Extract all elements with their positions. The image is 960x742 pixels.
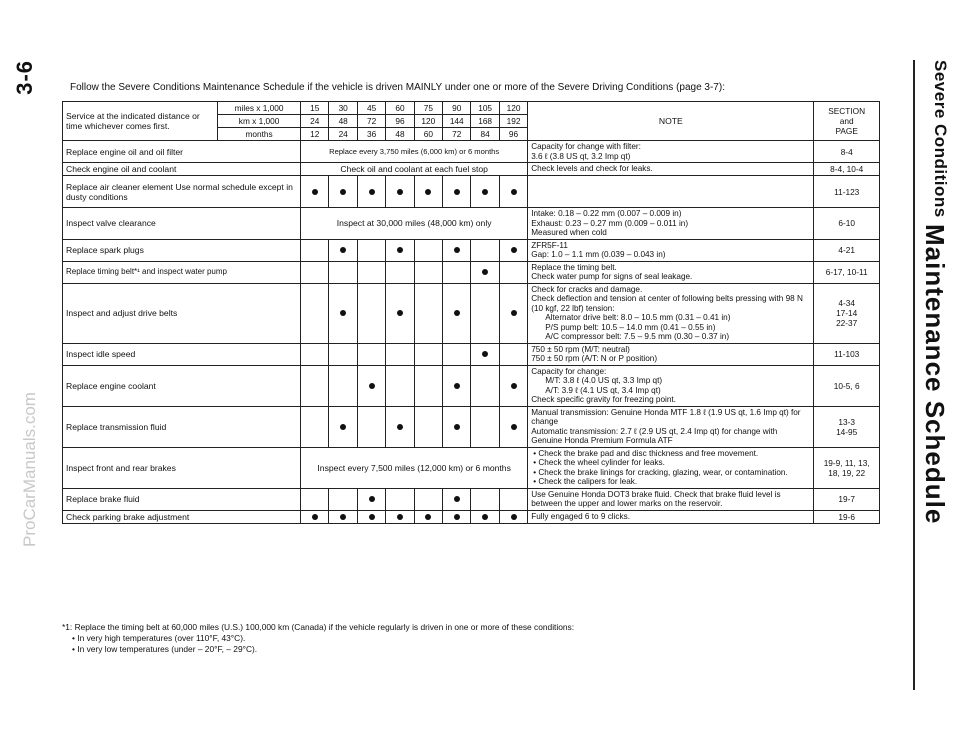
interval-cell: 120 [499,102,527,115]
note-line: Capacity for change: [531,366,607,376]
service-dot [312,514,318,520]
item-cell: Replace engine oil and oil filter [63,141,301,163]
interval-cell: 24 [301,115,329,128]
service-dot [397,424,403,430]
row-valve-clearance [63,208,880,240]
item-cell: Replace timing belt*¹ and inspect water pump [63,261,301,283]
interval-cell: 168 [471,115,499,128]
note-line: • Check the calipers for leak. [533,477,638,486]
note-line: 3.6 ℓ (3.8 US qt, 3.2 Imp qt) [531,151,631,161]
service-dot [511,424,517,430]
schedule-span: Replace every 3,750 miles (6,000 km) or 6 months [301,141,528,163]
interval-cell: 48 [386,128,414,141]
footnote [62,622,574,655]
row-idle-speed [63,343,880,365]
note-line: Check deflection and tension at center of following belts pressing with 98 N (10 kgf, 22 lbf) tension: [531,294,803,313]
section-cell: 4-21 [814,239,880,261]
interval-cell: 192 [499,115,527,128]
note-line: A/T: 3.9 ℓ (4.1 US qt, 3.4 Imp qt) [545,385,661,395]
section-cell: 8-4 [814,141,880,163]
section-header [814,102,880,141]
note-line: Check specific gravity for freezing point. [531,395,676,404]
row-drive-belts [63,283,880,343]
note-cell: Use Genuine Honda DOT3 brake fluid. Check that brake fluid level is between the upper and lower marks on the reservoir. [528,488,814,510]
section-line: 22-37 [836,318,858,328]
item-cell: Inspect idle speed [63,343,301,365]
service-dot [369,514,375,520]
note-line: Gap: 1.0 – 1.1 mm (0.039 – 0.043 in) [531,250,666,259]
service-dot [397,189,403,195]
service-dot [369,383,375,389]
item-cell: Replace engine coolant [63,365,301,406]
footnote-bullet: • In very low temperatures (under – 20°F, – 29°C). [72,644,258,654]
interval-cell: 96 [499,128,527,141]
row-spark-plugs [63,239,880,261]
schedule-span: Check oil and coolant at each fuel stop [301,163,528,176]
schedule-span: Inspect at 30,000 miles (48,000 km) only [301,208,528,240]
miles-label: miles x 1,000 [218,102,301,115]
note-cell [528,261,814,283]
interval-cell: 144 [443,115,471,128]
service-dot [312,189,318,195]
service-dot [511,247,517,253]
months-label: months [218,128,301,141]
section-cell [814,283,880,343]
service-dot [397,310,403,316]
service-dot [397,514,403,520]
row-parking-brake [63,510,880,523]
note-line: A/C compressor belt: 7.5 – 9.5 mm (0.30 – 0.37 in) [545,332,730,341]
service-dot [340,247,346,253]
note-line: M/T: 3.8 ℓ (4.0 US qt, 3.3 Imp qt) [545,376,663,385]
section-line: 17-14 [836,308,858,318]
note-cell [528,239,814,261]
item-cell: Inspect and adjust drive belts [63,283,301,343]
section-cell [814,406,880,447]
service-dot [454,310,460,316]
service-dot [511,189,517,195]
section-cell: 6-10 [814,208,880,240]
service-dot [511,383,517,389]
service-dot [340,424,346,430]
note-line: • Check the wheel cylinder for leaks. [533,458,665,467]
service-dot [482,514,488,520]
row-timing-belt [63,261,880,283]
section-cell: 6-17, 10-11 [814,261,880,283]
note-cell [528,406,814,447]
item-cell: Inspect front and rear brakes [63,447,301,488]
interval-cell: 75 [414,102,442,115]
interval-cell: 120 [414,115,442,128]
item-cell: Check engine oil and coolant [63,163,301,176]
note-line: 750 ± 50 rpm (A/T: N or P position) [531,354,658,363]
row-transmission-fluid [63,406,880,447]
item-cell: Replace brake fluid [63,488,301,510]
interval-cell: 12 [301,128,329,141]
section-header-line: PAGE [835,126,858,136]
interval-cell: 60 [414,128,442,141]
section-cell: 10-5, 6 [814,365,880,406]
note-header: NOTE [528,102,814,141]
row-check-oil [63,163,880,176]
note-line: • Check the brake pad and disc thickness and free movement. [533,448,759,458]
schedule-table-wrap [62,101,880,524]
service-dot [369,496,375,502]
interval-cell: 36 [357,128,385,141]
interval-cell: 45 [357,102,385,115]
service-dot [454,514,460,520]
interval-cell: 72 [357,115,385,128]
service-dot [482,269,488,275]
page-number: 3-6 [12,60,37,95]
section-header-line: SECTION [828,106,866,116]
note-cell [528,365,814,406]
note-line: ZFR5F-11 [531,240,568,250]
interval-cell: 15 [301,102,329,115]
note-line: Check water pump for signs of seal leakage. [531,272,693,281]
item-cell: Replace transmission fluid [63,406,301,447]
service-dot [511,514,517,520]
service-dot [454,189,460,195]
section-line: 13-3 [838,416,855,427]
note-line: • Check the brake linings for cracking, glazing, wear, or contamination. [533,467,788,477]
schedule-span: Inspect every 7,500 miles (12,000 km) or 6 months [301,447,528,488]
note-cell [528,208,814,240]
header-row-miles [63,102,880,115]
note-line: Check for cracks and damage. [531,284,643,294]
section-cell [814,447,880,488]
section-line: 14-95 [836,426,858,437]
service-dot [425,514,431,520]
note-line: P/S pump belt: 10.5 – 14.0 mm (0.41 – 0.55 in) [545,322,716,332]
section-header-line: and [839,116,854,126]
section-cell: 8-4, 10-4 [814,163,880,176]
interval-cell: 30 [329,102,357,115]
note-cell [528,447,814,488]
service-dot [425,189,431,195]
interval-cell: 96 [386,115,414,128]
section-line: 18, 19, 22 [828,467,866,478]
footnote-main: *1: Replace the timing belt at 60,000 miles (U.S.) 100,000 km (Canada) if the vehicle regularly is driven in one or more of these conditions: [62,622,575,632]
note-line: Automatic transmission: 2.7 ℓ (2.9 US qt, 2.4 Imp qt) for change with Genuine Honda Premium Formula ATF [531,426,778,445]
note-line: Capacity for change with filter: [531,142,641,151]
side-title-block [919,60,950,524]
note-cell [528,141,814,163]
note-cell: Check levels and check for leaks. [528,163,814,176]
note-line: Manual transmission: Genuine Honda MTF 1.8 ℓ (1.9 US qt, 1.6 Imp qt) for change [531,407,801,426]
note-line: Replace the timing belt. [531,262,617,272]
interval-cell: 48 [329,115,357,128]
side-title: Maintenance Schedule [920,223,950,525]
section-cell: 11-103 [814,343,880,365]
row-brake-fluid [63,488,880,510]
service-dot [369,189,375,195]
note-line: Exhaust: 0.23 – 0.27 mm (0.009 – 0.011 in) [531,218,689,228]
section-line: 19-9, 11, 13, [823,457,870,468]
section-line: 4-34 [838,298,855,308]
note-cell [528,343,814,365]
interval-cell: 72 [443,128,471,141]
row-engine-oil [63,141,880,163]
row-air-cleaner [63,176,880,208]
section-cell: 19-7 [814,488,880,510]
service-dot [454,496,460,502]
note-line: Alternator drive belt: 8.0 – 10.5 mm (0.31 – 0.41 in) [545,313,731,322]
watermark: ProCarManuals.com [20,392,39,548]
service-dot [454,247,460,253]
note-line: 750 ± 50 rpm (M/T: neutral) [531,344,630,354]
note-line: Measured when cold [531,228,607,237]
service-header: Service at the indicated distance or time whichever comes first. [63,102,218,141]
interval-cell: 84 [471,128,499,141]
service-dot [454,424,460,430]
footnote-bullet: • In very high temperatures (over 110°F, 43°C). [72,633,246,643]
section-cell: 11-123 [814,176,880,208]
service-dot [482,351,488,357]
service-dot [482,189,488,195]
row-engine-coolant [63,365,880,406]
service-dot [340,514,346,520]
item-cell: Check parking brake adjustment [63,510,301,523]
item-cell: Replace spark plugs [63,239,301,261]
service-dot [397,247,403,253]
side-subtitle: Severe Conditions [931,60,950,218]
interval-cell: 60 [386,102,414,115]
right-rule [913,60,915,690]
km-label: km x 1,000 [218,115,301,128]
maintenance-table [62,101,880,524]
section-cell: 19-6 [814,510,880,523]
item-cell: Replace air cleaner element Use normal schedule except in dusty conditions [63,176,301,208]
interval-cell: 90 [443,102,471,115]
interval-cell: 24 [329,128,357,141]
interval-cell: 105 [471,102,499,115]
intro-text: Follow the Severe Conditions Maintenance Schedule if the vehicle is driven MAINLY under one or more of the Severe Driving Conditions (page 3-7): [70,82,725,93]
note-cell [528,283,814,343]
service-dot [454,383,460,389]
service-dot [340,310,346,316]
row-brakes [63,447,880,488]
service-dot [340,189,346,195]
note-cell: Fully engaged 6 to 9 clicks. [528,510,814,523]
service-dot [511,310,517,316]
note-cell [528,176,814,208]
note-line: Intake: 0.18 – 0.22 mm (0.007 – 0.009 in) [531,209,682,218]
item-cell: Inspect valve clearance [63,208,301,240]
